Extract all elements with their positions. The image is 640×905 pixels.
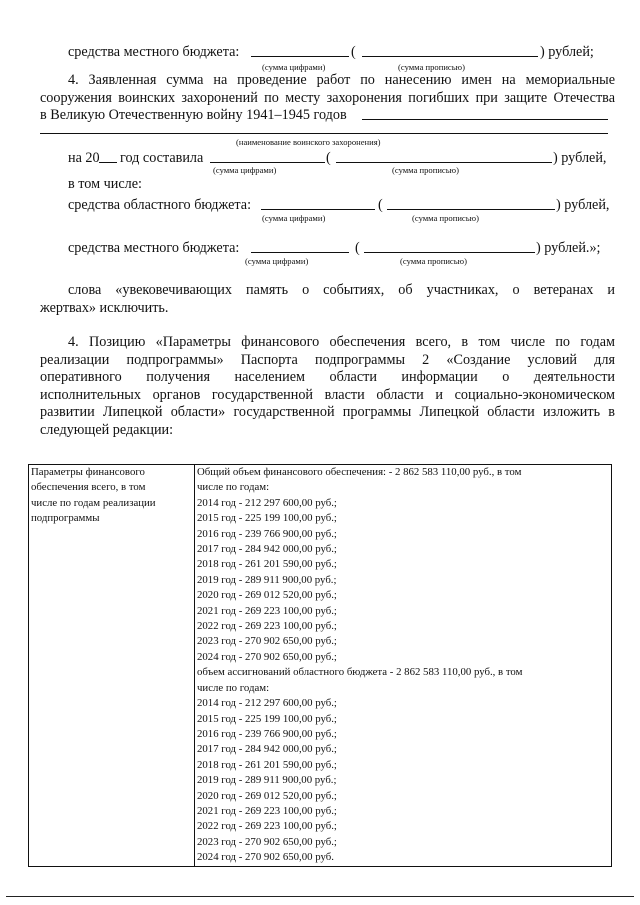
sub-words: (сумма прописью) — [412, 213, 479, 223]
regional-words-blank — [387, 209, 555, 210]
total-year-line: 2017 год - 284 942 000,00 руб.; — [197, 543, 337, 556]
total-year-line: 2021 год - 269 223 100,00 руб.; — [197, 604, 337, 617]
regional-year-line: 2023 год - 270 902 650,00 руб.; — [197, 835, 337, 848]
sub-digits: (сумма цифрами) — [213, 165, 277, 175]
regional-year-line: 2024 год - 270 902 650,00 руб. — [197, 851, 334, 864]
regional-funds-label: средства областного бюджета: — [68, 197, 252, 213]
total-year-line: 2015 год - 225 199 100,00 руб.; — [197, 512, 337, 525]
item4-line-2: сооружения воинских захоронений по месту захоронения погибших при защите Отечества — [40, 89, 615, 106]
parameters-label-line: обеспечения всего, в том — [31, 481, 146, 494]
total-digits-blank — [210, 162, 325, 163]
year-suffix: год составила — [120, 150, 204, 166]
amount-words-blank — [362, 56, 538, 57]
total-year-line: 2024 год - 270 902 650,00 руб.; — [197, 650, 337, 663]
total-year-line: 2023 год - 270 902 650,00 руб.; — [197, 635, 337, 648]
words-clause-line-2: жертвах» исключить. — [40, 299, 169, 316]
regional-year-line: 2017 год - 284 942 000,00 руб.; — [197, 743, 337, 756]
item4-line-1: 4. Заявленная сумма на проведение работ по нанесению имен на мемориальные — [68, 72, 615, 88]
total-words-blank — [336, 162, 552, 163]
including-label: в том числе: — [68, 176, 142, 192]
parameters-label-cell — [29, 465, 195, 867]
regional-year-line: 2019 год - 289 911 900,00 руб.; — [197, 774, 337, 787]
regional-year-line: 2016 год - 239 766 900,00 руб.; — [197, 727, 337, 740]
parameters-label-line: Параметры финансового — [31, 466, 145, 478]
total-year-line: 2016 год - 239 766 900,00 руб.; — [197, 527, 337, 540]
words-clause-line-1: слова «увековечивающих память о событиях, об участниках, о ветеранах и — [68, 282, 615, 298]
year-blank — [99, 162, 117, 163]
local-words-blank — [364, 252, 535, 253]
rubles-label: ) рублей; — [540, 44, 594, 60]
regional-budget-text: объем ассигнований областного бюджета - 2 862 583 110,00 руб., в том — [197, 666, 523, 679]
item4b-line-3: оперативного получения населением области информации о деятельности — [40, 369, 615, 385]
regional-budget-text: числе по годам: — [197, 681, 270, 694]
parameters-value-cell — [195, 465, 612, 867]
item4-line-3: в Великую Отечественную войну 1941–1945 годов — [40, 107, 347, 123]
total-year-line: 2022 год - 269 223 100,00 руб.; — [197, 620, 337, 633]
total-year-line: 2019 год - 289 911 900,00 руб.; — [197, 573, 337, 586]
item4b-line-6: следующей редакции: — [40, 421, 174, 438]
parameters-label-line: числе по годам реализации — [31, 496, 156, 509]
item4b-line-4: исполнительных органов государственной власти области и социально-экономическом — [40, 386, 615, 403]
sub-words: (сумма прописью) — [398, 62, 465, 72]
financing-parameters-table — [28, 464, 612, 867]
local-funds-label-2: средства местного бюджета: — [68, 240, 240, 256]
item4b-line-5: развитии Липецкой области» государственной программы Липецкой области изложить в — [40, 404, 615, 420]
item4b-line-2: реализации подпрограммы» Паспорта подпрограммы 2 «Создание условий для — [40, 351, 615, 368]
regional-year-line: 2015 год - 225 199 100,00 руб.; — [197, 712, 337, 725]
sub-digits: (сумма цифрами) — [245, 256, 309, 266]
page-bottom-rule — [6, 896, 634, 897]
sub-words: (сумма прописью) — [392, 165, 459, 175]
paren-open: ( — [326, 150, 331, 166]
regional-year-line: 2014 год - 212 297 600,00 руб.; — [197, 697, 337, 710]
rubles-label: ) рублей, — [553, 150, 607, 166]
paren-open: ( — [378, 197, 383, 213]
burial-name-blank-2 — [40, 133, 608, 134]
item4b-line-1: 4. Позицию «Параметры финансового обеспечения всего, в том числе по годам — [68, 334, 615, 350]
year-prefix: на 20 — [68, 150, 100, 166]
total-financing-text: числе по годам: — [197, 481, 270, 494]
paren-open: ( — [355, 240, 360, 256]
sub-words: (сумма прописью) — [400, 256, 467, 266]
local-digits-blank — [251, 252, 349, 253]
regional-year-line: 2020 год - 269 012 520,00 руб.; — [197, 789, 337, 802]
burial-sub: (наименование воинского захоронения) — [236, 137, 381, 147]
rubles-end-label: ) рублей.»; — [536, 240, 601, 256]
rubles-label: ) рублей, — [556, 197, 610, 213]
local-funds-label: средства местного бюджета: — [68, 44, 240, 60]
paren-open: ( — [351, 44, 356, 60]
regional-year-line: 2021 год - 269 223 100,00 руб.; — [197, 804, 337, 817]
regional-digits-blank — [261, 209, 375, 210]
total-year-line: 2018 год - 261 201 590,00 руб.; — [197, 558, 337, 571]
burial-name-blank — [362, 119, 608, 120]
regional-year-line: 2022 год - 269 223 100,00 руб.; — [197, 820, 337, 833]
total-year-line: 2020 год - 269 012 520,00 руб.; — [197, 589, 337, 602]
parameters-label-line: подпрограммы — [31, 512, 100, 525]
amount-digits-blank — [251, 56, 349, 57]
regional-year-line: 2018 год - 261 201 590,00 руб.; — [197, 758, 337, 771]
table-row — [29, 465, 612, 867]
sub-digits: (сумма цифрами) — [262, 213, 326, 223]
sub-digits: (сумма цифрами) — [262, 62, 326, 72]
total-year-line: 2014 год - 212 297 600,00 руб.; — [197, 496, 337, 509]
total-financing-text: Общий объем финансового обеспечения: - 2 862 583 110,00 руб., в том — [197, 466, 522, 478]
